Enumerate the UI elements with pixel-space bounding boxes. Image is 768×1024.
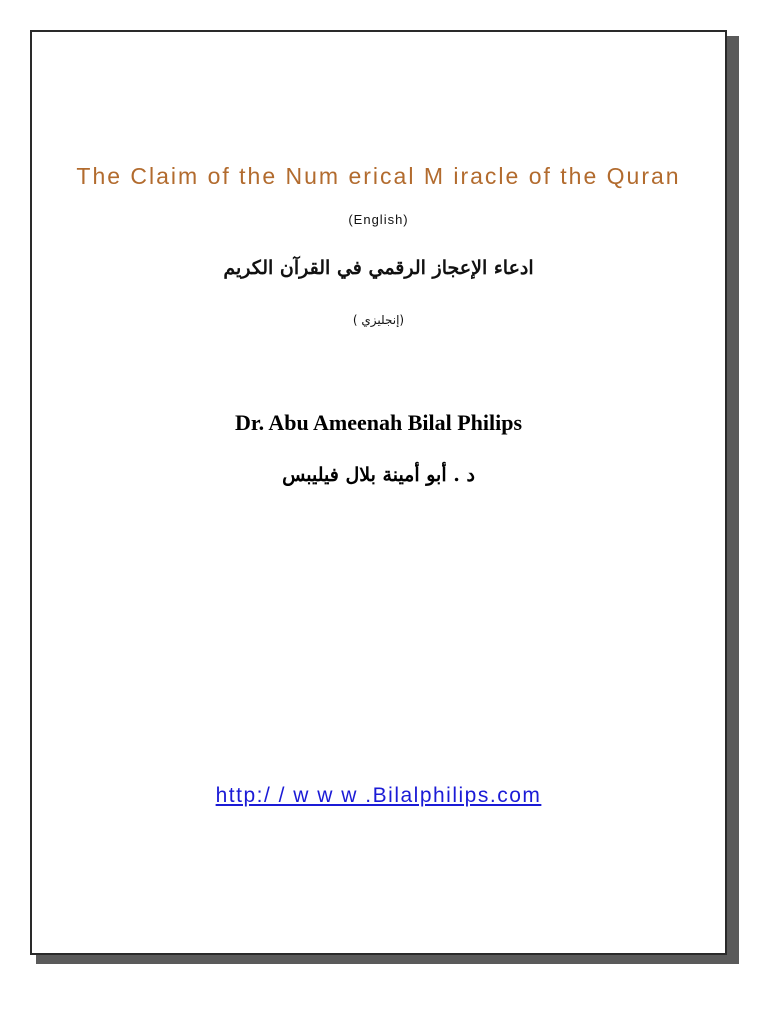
language-label-english: (English) xyxy=(348,212,409,227)
author-name-arabic: د . أبو أمينة بلال فيليبس xyxy=(282,464,475,486)
website-link[interactable]: http:/ / w w w .Bilalphilips.com xyxy=(215,784,542,807)
author-name-english: Dr. Abu Ameenah Bilal Philips xyxy=(234,410,523,435)
document-page xyxy=(30,30,727,955)
document-title-english: The Claim of the Num erical M iracle of the Quran xyxy=(76,163,681,189)
document-title-arabic: ادعاء الإعجاز الرقمي في القرآن الكريم xyxy=(223,257,534,279)
language-label-arabic: (إنجليزي ) xyxy=(352,313,405,327)
